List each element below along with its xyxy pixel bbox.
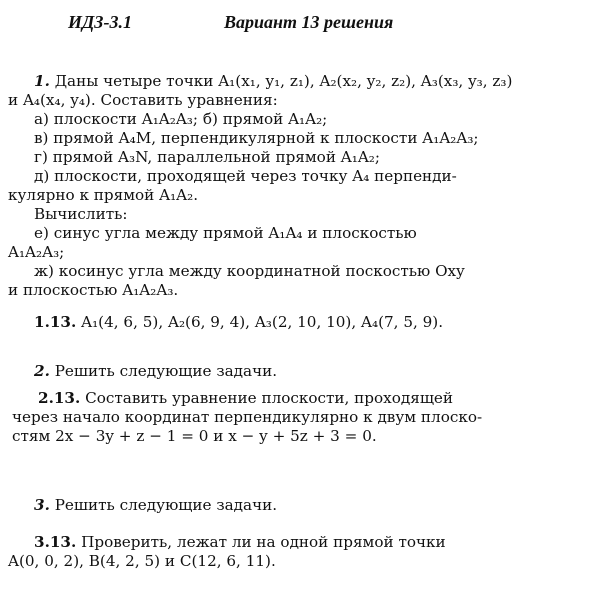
task1-line-8: Вычислить: — [34, 205, 128, 223]
task1-line-11: ж) косинус угла между координатной поскостью Oxy — [34, 262, 465, 280]
task2-line-2: через начало координат перпендикулярно к двум плоско- — [12, 408, 483, 426]
problem-3-13-number: 3.13. — [34, 533, 77, 551]
task3-line-1: 3.13. Проверить, лежат ли на одной прямой точки — [34, 533, 446, 551]
task1-line-10: A₁A₂A₃; — [8, 243, 65, 261]
task1-line-2: и A₄(x₄, y₄). Составить уравнения: — [8, 91, 278, 109]
task1-line-1: 1. Даны четыре точки A₁(x₁, y₁, z₁), A₂(x₂, y₂, z₂), A₃(x₃, y₃, z₃) — [34, 72, 513, 90]
task3-heading: 3. Решить следующие задачи. — [34, 496, 278, 514]
task1-line-12: и плоскостью A₁A₂A₃. — [8, 281, 179, 299]
task3-line-2: A(0, 0, 2), B(4, 2, 5) и C(12, 6, 11). — [8, 552, 276, 570]
task1-line-3: а) плоскости A₁A₂A₃; б) прямой A₁A₂; — [34, 110, 328, 128]
task1-line-6: д) плоскости, проходящей через точку A₄ перпенди- — [34, 167, 457, 185]
task1-line-9: е) синус угла между прямой A₁A₄ и плоскостью — [34, 224, 417, 242]
task2-heading: 2. Решить следующие задачи. — [34, 362, 278, 380]
variant-title: Вариант 13 решения — [224, 12, 394, 32]
task2-number: 2. — [34, 362, 50, 380]
task1-number: 1. — [34, 72, 50, 90]
task1-line-4: в) прямой A₄M, перпендикулярной к плоскости A₁A₂A₃; — [34, 129, 479, 147]
task1-variant-line: 1.13. A₁(4, 6, 5), A₂(6, 9, 4), A₃(2, 10, 10), A₄(7, 5, 9). — [34, 313, 444, 331]
task3-number: 3. — [34, 496, 50, 514]
task2-line-1: 2.13. Составить уравнение плоскости, проходящей — [38, 389, 454, 407]
problem-2-13-number: 2.13. — [38, 389, 81, 407]
task1-line-7: кулярно к прямой A₁A₂. — [8, 186, 199, 204]
variant-number: 1.13. — [34, 313, 77, 331]
task1-line-5: г) прямой A₃N, параллельной прямой A₁A₂; — [34, 148, 381, 166]
task2-line-3: стям 2x − 3y + z − 1 = 0 и x − y + 5z + 3 = 0. — [12, 427, 377, 445]
assignment-code: ИДЗ-3.1 — [68, 12, 132, 32]
